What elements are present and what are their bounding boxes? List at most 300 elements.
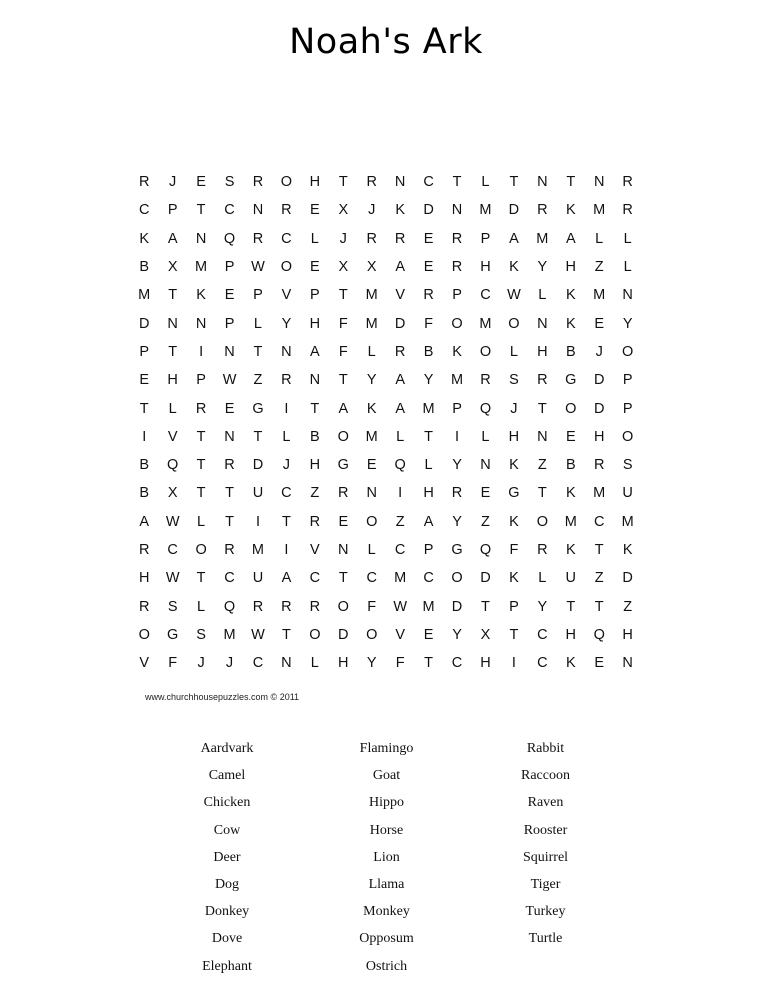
grid-letter: Z [481,513,490,530]
grid-letter: T [196,485,206,502]
grid-letter: T [424,655,434,672]
grid-letter: Z [537,457,547,474]
grid-letter: F [395,655,405,672]
grid-letter: B [565,343,576,360]
grid-letter: W [251,259,265,276]
grid-letter: H [565,626,577,643]
grid-letter: C [451,655,463,672]
grid-letter: R [480,372,491,389]
word-list-item: Llama [368,876,405,892]
grid-letter: O [337,598,349,615]
grid-letter: D [622,570,633,587]
grid-letter: T [196,428,206,445]
grid-letter: A [395,400,405,417]
grid-letter: T [424,428,434,445]
grid-letter: A [338,400,349,417]
grid-letter: R [537,372,548,389]
grid-letter: S [167,598,178,615]
grid-letter: O [451,570,463,587]
grid-letter: Y [452,457,462,474]
word-list-item: Turkey [525,904,566,920]
grid-letter: K [509,259,519,276]
grid-letter: C [252,655,264,672]
grid-letter: P [452,400,462,417]
grid-letter: T [338,174,348,191]
word-list-item: Deer [213,849,241,865]
grid-letter: G [565,372,577,389]
grid-letter: G [252,400,264,417]
grid-letter: T [566,174,576,191]
grid-letter: V [395,287,405,304]
grid-letter: L [367,343,376,360]
grid-letter: R [622,174,633,191]
grid-letter: J [595,343,603,360]
grid-letter: C [423,174,434,191]
word-list-item: Monkey [363,904,410,920]
grid-letter: Y [452,626,462,643]
grid-letter: M [422,400,435,417]
grid-letter: T [338,287,348,304]
grid-letter: L [253,315,262,332]
grid-letter: P [224,259,235,276]
grid-letter: K [565,315,576,332]
grid-letter: U [622,485,633,502]
grid-letter: P [622,372,633,389]
grid-letter: N [195,230,207,247]
grid-letter: I [255,513,260,530]
grid-letter: L [538,287,547,304]
grid-letter: J [225,655,234,672]
grid-letter: X [338,202,349,219]
grid-letter: F [367,598,377,615]
grid-letter: T [196,457,206,474]
grid-letter: I [284,400,289,417]
word-list [147,735,625,980]
grid-letter: C [309,570,321,587]
grid-letter: O [451,315,463,332]
grid-letter: E [366,457,377,474]
grid-letter: A [281,570,292,587]
grid-letter: Z [594,259,604,276]
grid-letter: H [480,655,491,672]
grid-letter: K [565,655,576,672]
word-list-item: Horse [369,822,404,838]
grid-letter: T [168,287,178,304]
grid-letter: C [366,570,377,587]
grid-letter: M [195,259,208,276]
grid-letter: E [224,400,235,417]
grid-letter: J [282,457,291,474]
grid-letter: T [281,626,291,643]
grid-letter: R [366,174,377,191]
grid-letter: L [481,428,490,445]
word-list-item: Raccoon [521,768,570,784]
grid-letter: T [196,570,206,587]
grid-letter: C [167,542,178,558]
grid-letter: E [338,513,349,530]
grid-letter: Z [310,485,320,502]
word-list-item: Turtle [528,931,563,947]
grid-letter: A [395,259,405,276]
word-list-item: Opposum [359,931,414,947]
grid-letter: F [168,655,178,672]
grid-letter: A [423,513,434,530]
grid-letter: O [479,343,492,360]
grid-letter: L [623,259,632,276]
grid-letter: R [451,485,463,502]
grid-letter: O [195,542,207,558]
grid-letter: H [622,626,633,643]
word-list-item: Dove [211,931,243,947]
grid-letter: R [309,598,321,615]
grid-letter: I [455,428,460,445]
grid-letter: C [480,287,491,304]
grid-letter: R [338,485,349,502]
puzzle-title: Noah's Ark [289,22,483,62]
grid-letter: K [509,513,519,530]
grid-letter: P [423,542,434,558]
grid-letter: S [196,626,206,643]
word-list-item: Donkey [204,904,250,920]
grid-letter: D [593,400,605,417]
grid-letter: B [310,428,320,445]
grid-letter: S [224,174,235,191]
grid-letter: E [423,259,434,276]
grid-letter: W [222,372,237,389]
grid-letter: C [593,513,605,530]
grid-letter: A [395,372,405,389]
grid-letter: N [338,542,349,558]
grid-letter: D [508,202,520,219]
grid-letter: R [281,202,292,219]
grid-letter: N [224,428,235,445]
grid-letter: H [593,428,605,445]
grid-letter: R [252,598,264,615]
grid-letter: E [139,372,150,389]
grid-letter: K [565,202,576,219]
grid-letter: N [366,485,377,502]
grid-letter: W [393,598,407,615]
grid-letter: E [594,315,605,332]
grid-letter: J [197,655,205,672]
grid-letter: P [480,230,491,247]
grid-letter: B [423,343,434,360]
grid-letter: L [509,343,518,360]
grid-letter: E [310,202,320,219]
grid-letter: R [423,287,434,304]
grid-letter: K [565,287,576,304]
grid-letter: M [365,315,378,332]
grid-letter: C [224,202,235,219]
grid-letter: E [196,174,206,191]
word-list-empty [466,953,625,980]
grid-letter: O [138,626,150,643]
grid-letter: E [594,655,605,672]
grid-letter: N [394,174,406,191]
grid-letter: T [537,400,547,417]
grid-letter: P [224,315,235,332]
grid-letter: R [252,174,264,191]
grid-letter: P [310,287,320,304]
grid-letter: T [537,485,547,502]
copyright-credit: www.churchhousepuzzles.com © 2011 [145,692,300,702]
grid-letter: I [284,542,289,558]
grid-letter: N [252,202,264,219]
grid-letter: R [537,202,548,219]
word-list-item: Cow [213,822,241,838]
grid-letter: L [168,400,177,417]
grid-letter: V [281,287,292,304]
grid-letter: C [281,485,292,502]
grid-letter: A [565,230,576,247]
grid-letter: C [423,570,434,587]
grid-letter: S [622,457,633,474]
grid-letter: V [310,542,320,558]
grid-letter: L [310,230,319,247]
grid-letter: R [281,372,292,389]
grid-letter: E [224,287,235,304]
grid-letter: R [252,230,264,247]
grid-letter: K [395,202,405,219]
grid-letter: W [165,513,180,530]
grid-letter: N [537,428,548,445]
grid-letter: A [139,513,150,530]
word-list-item: Aardvark [200,741,254,756]
word-list-item: Camel [208,768,246,784]
grid-letter: N [281,655,292,672]
grid-letter: U [252,485,264,502]
grid-letter: N [593,174,605,191]
grid-letter: O [337,428,349,445]
grid-letter: Q [479,400,492,417]
grid-letter: D [394,315,406,332]
grid-letter: N [537,174,548,191]
word-list-item: Raven [527,795,564,811]
grid-letter: O [565,400,577,417]
grid-letter: D [338,626,349,643]
grid-letter: I [398,485,403,502]
grid-letter: L [396,428,405,445]
grid-letter: Q [479,542,492,558]
grid-letter: L [595,230,604,247]
grid-letter: L [197,598,206,615]
grid-letter: T [225,485,234,502]
grid-letter: X [338,259,349,276]
grid-letter: P [196,372,206,389]
grid-letter: C [537,626,548,643]
grid-letter: W [165,570,180,587]
grid-letter: H [423,485,434,502]
grid-letter: R [138,174,150,191]
grid-letter: O [622,428,634,445]
grid-letter: E [310,259,320,276]
grid-letter: I [511,655,516,672]
grid-letter: P [622,400,633,417]
grid-letter: M [251,542,265,558]
grid-letter: D [480,570,491,587]
grid-letter: L [310,655,319,672]
grid-letter: Q [223,230,236,247]
grid-letter: L [481,174,490,191]
grid-letter: A [509,230,519,247]
grid-letter: Y [423,372,434,389]
grid-letter: W [507,287,521,304]
grid-letter: G [337,457,349,474]
grid-letter: Q [593,626,605,643]
grid-letter: T [253,428,263,445]
grid-letter: A [310,343,320,360]
grid-letter: M [593,287,606,304]
grid-letter: P [509,598,519,615]
grid-letter: N [309,372,321,389]
grid-letter: R [138,542,150,558]
grid-letter: H [480,259,491,276]
grid-letter: T [594,542,604,558]
grid-letter: Y [537,259,548,276]
grid-letter: T [566,598,576,615]
word-list-item: Flamingo [359,741,414,756]
grid-letter: R [451,259,463,276]
grid-letter: Q [394,457,406,474]
grid-letter: E [423,626,434,643]
grid-letter: M [394,570,407,587]
grid-letter: K [565,542,576,558]
grid-letter: R [309,513,321,530]
grid-letter: E [423,230,434,247]
grid-letter: N [622,655,633,672]
grid-letter: D [138,315,150,332]
grid-letter: Y [537,598,548,615]
grid-letter: X [167,485,178,502]
word-list-item: Elephant [202,958,252,974]
grid-letter: L [282,428,291,445]
grid-letter: R [593,457,605,474]
grid-letter: M [593,202,606,219]
grid-letter: K [139,230,150,247]
grid-letter: X [480,626,491,643]
grid-letter: I [142,428,147,445]
grid-letter: M [450,372,464,389]
grid-letter: R [394,343,406,360]
grid-letter: K [509,570,519,587]
grid-letter: M [138,287,151,304]
grid-letter: Z [623,598,633,615]
word-list-item: Rabbit [526,741,565,756]
word-list-item: Ostrich [365,958,408,974]
grid-letter: M [479,202,492,219]
grid-letter: F [338,315,348,332]
grid-letter: M [479,315,492,332]
grid-letter: P [139,343,150,360]
grid-letter: C [394,542,406,558]
grid-letter: T [196,202,206,219]
grid-letter: Y [366,655,377,672]
grid-letter: S [509,372,519,389]
grid-letter: O [536,513,548,530]
grid-letter: K [565,485,576,502]
grid-letter: H [309,457,321,474]
grid-letter: R [537,542,548,558]
grid-letter: K [509,457,519,474]
grid-letter: O [309,626,321,643]
grid-letter: K [622,542,633,558]
grid-letter: T [253,343,263,360]
grid-letter: L [424,457,433,474]
grid-letter: T [452,174,462,191]
grid-letter: M [536,230,549,247]
grid-letter: H [537,343,548,360]
grid-letter: X [167,259,178,276]
grid-letter: T [310,400,320,417]
grid-letter: G [451,542,463,558]
grid-letter: N [622,287,633,304]
grid-letter: N [195,315,207,332]
grid-letter: D [451,598,463,615]
grid-letter: M [223,626,236,643]
grid-letter: U [252,570,264,587]
grid-letter: E [565,428,576,445]
grid-letter: H [309,174,321,191]
grid-letter: H [167,372,178,389]
grid-letter: B [565,457,576,474]
grid-letter: J [169,174,177,191]
grid-letter: N [480,457,491,474]
grid-letter: F [338,343,348,360]
grid-letter: N [451,202,463,219]
grid-letter: N [537,315,548,332]
grid-letter: H [138,570,150,587]
grid-letter: F [424,315,434,332]
grid-letter: O [366,513,378,530]
grid-letter: G [508,485,520,502]
grid-letter: R [451,230,463,247]
grid-letter: R [622,202,633,219]
word-list-item: Dog [214,876,240,892]
word-list-item: Tiger [530,876,561,892]
grid-letter: M [593,485,606,502]
grid-letter: I [199,343,204,360]
grid-letter: O [280,259,293,276]
grid-letter: Q [223,598,236,615]
grid-letter: T [338,372,348,389]
word-list-item: Squirrel [522,849,569,865]
grid-letter: C [537,655,548,672]
grid-letter: Y [622,315,633,332]
grid-letter: J [510,400,518,417]
grid-letter: K [196,287,206,304]
grid-letter: O [508,315,520,332]
grid-letter: P [253,287,263,304]
grid-letter: R [224,457,235,474]
grid-letter: T [338,570,348,587]
grid-letter: N [281,343,292,360]
grid-letter: E [480,485,491,502]
grid-letter: R [195,400,207,417]
grid-letter: T [509,174,519,191]
grid-letter: R [224,542,235,558]
grid-letter: D [593,372,605,389]
grid-letter: M [564,513,577,530]
grid-letter: V [139,655,150,672]
word-list-item: Hippo [369,795,404,811]
grid-letter: Z [253,372,263,389]
grid-letter: H [309,315,321,332]
grid-letter: C [224,570,235,587]
grid-letter: Y [281,315,292,332]
grid-letter: H [565,259,577,276]
grid-letter: O [280,174,293,191]
grid-letter: H [338,655,349,672]
